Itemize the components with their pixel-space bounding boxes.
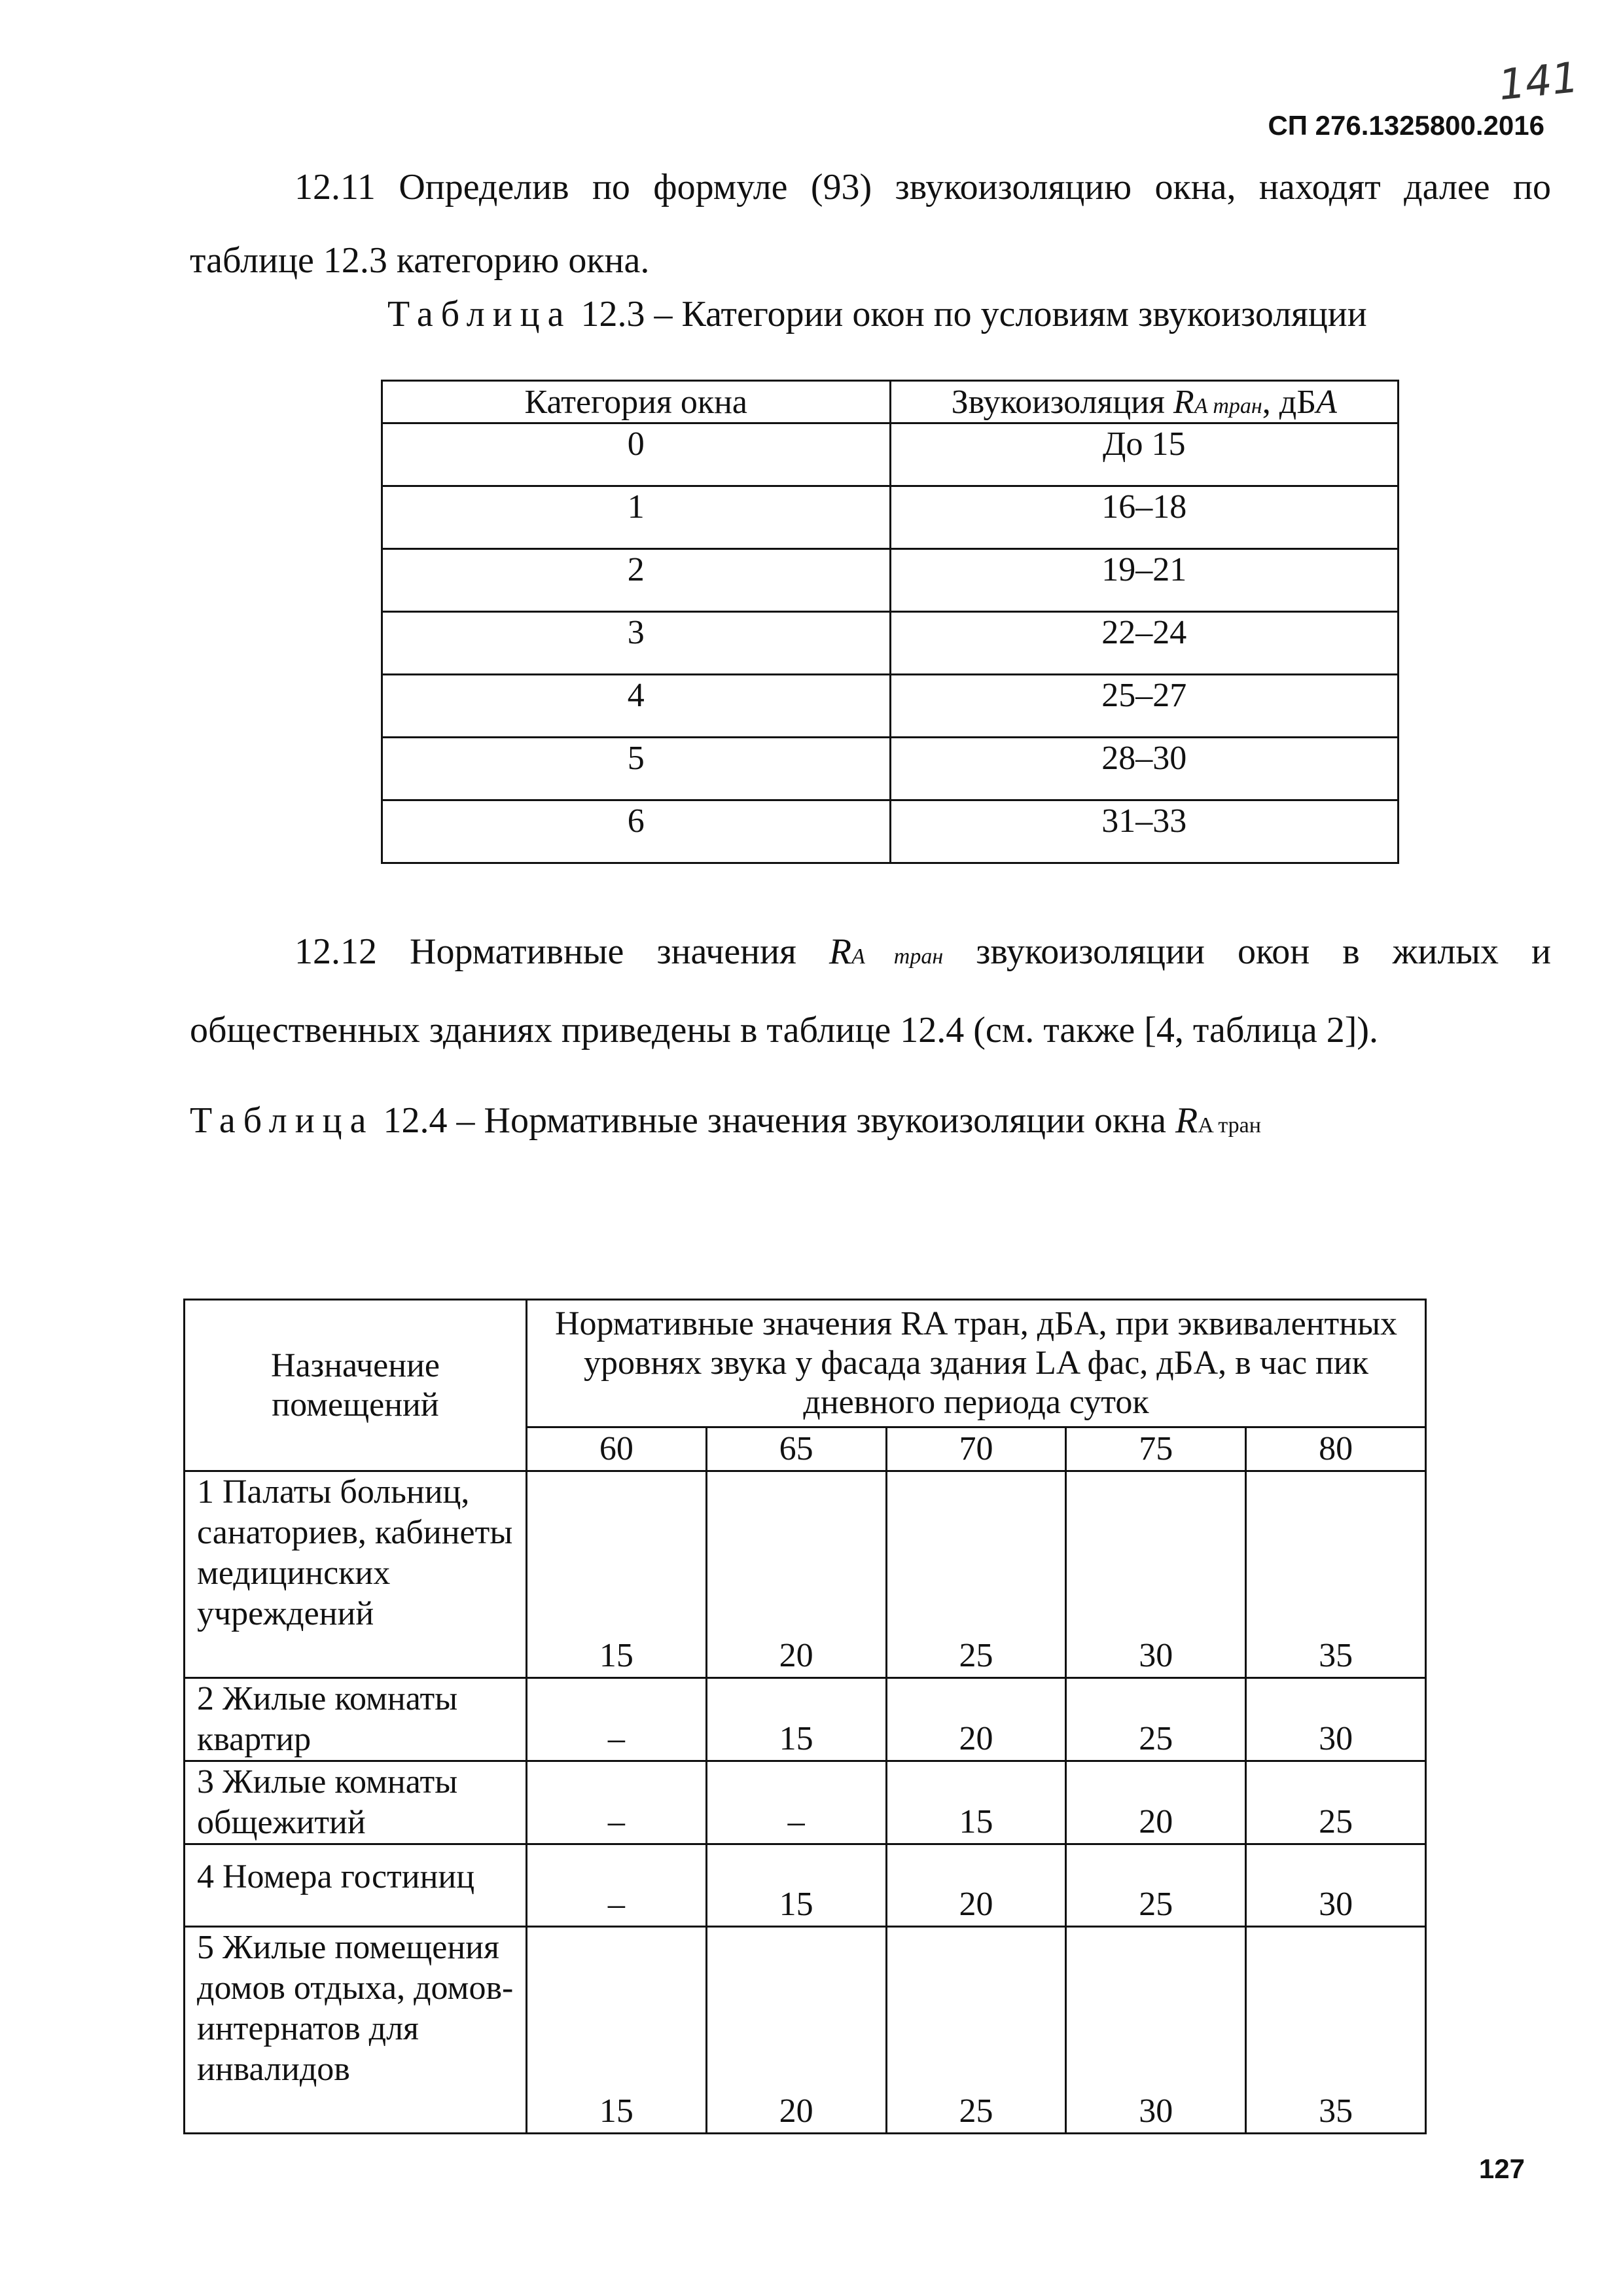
- table-12-4-level-header: 70: [886, 1427, 1066, 1471]
- table-12-4-value-cell: 20: [1066, 1761, 1246, 1844]
- table-row: [185, 1927, 1426, 2134]
- table-12-3-value-cell: 19–21: [890, 549, 1399, 612]
- document-code: СП 276.1325800.2016: [1268, 110, 1544, 141]
- table-12-4-value-cell: 25: [1066, 1678, 1246, 1761]
- table-12-4-value-cell: 15: [886, 1761, 1066, 1844]
- paragraph-12-12-subscript: A тран: [851, 944, 944, 969]
- table-12-4-value-cell: 25: [886, 1471, 1066, 1678]
- table-12-3-category-cell: 3: [382, 612, 891, 675]
- paragraph-12-11: [190, 151, 1551, 297]
- table-row: [382, 738, 1399, 800]
- table-row: [185, 1761, 1426, 1844]
- table-12-3: [381, 380, 1399, 864]
- table-12-4-value-cell: 30: [1246, 1844, 1426, 1927]
- table-12-3-category-cell: 2: [382, 549, 891, 612]
- table-row: [382, 800, 1399, 863]
- handwritten-page-number: 141: [1496, 53, 1581, 111]
- table-row: [382, 486, 1399, 549]
- table-12-4-value-cell: 15: [527, 1471, 707, 1678]
- table-row: [382, 423, 1399, 486]
- table-row: [382, 549, 1399, 612]
- table-12-4-value-cell: 30: [1066, 1927, 1246, 2134]
- table-12-4-room-name: 2 Жилые комнаты квартир: [185, 1678, 527, 1761]
- table-12-4-caption-subscript: A тран: [1198, 1113, 1261, 1138]
- table-12-4-room-name: 4 Номера гостиниц: [185, 1844, 527, 1927]
- table-12-3-caption-text: 12.3 – Категории окон по условиям звукоизоляции: [580, 294, 1367, 334]
- table-12-4-value-cell: 20: [706, 1927, 886, 2134]
- table-row: [185, 1471, 1426, 1678]
- table-12-4-value-cell: –: [527, 1844, 707, 1927]
- table-12-4-value-cell: 35: [1246, 1471, 1426, 1678]
- table-row: [185, 1844, 1426, 1927]
- table-12-4-header-room-purpose: Назначение помещений: [185, 1300, 527, 1471]
- table-12-3-category-cell: 5: [382, 738, 891, 800]
- table-12-3-value-cell: 25–27: [890, 675, 1399, 738]
- table-12-4-caption-text: 12.4 – Нормативные значения звукоизоляции окна: [383, 1100, 1175, 1141]
- table-12-4-value-cell: –: [527, 1678, 707, 1761]
- table-12-4-value-cell: 20: [706, 1471, 886, 1678]
- paragraph-12-12: [190, 915, 1551, 1067]
- paragraph-12-11-text: 12.11 Определив по формуле (93) звукоизоляцию окна, находят далее по таблице 12.3 категорию окна.: [190, 167, 1551, 281]
- table-12-3-value-cell: До 15: [890, 423, 1399, 486]
- table-12-4-value-cell: 25: [1066, 1844, 1246, 1927]
- table-12-3-category-cell: 0: [382, 423, 891, 486]
- table-12-4-level-header: 60: [527, 1427, 707, 1471]
- table-12-3-caption-word: Таблица: [387, 294, 572, 334]
- table-12-4-level-header: 65: [706, 1427, 886, 1471]
- table-12-4-value-cell: –: [706, 1761, 886, 1844]
- table-12-4-level-header: 75: [1066, 1427, 1246, 1471]
- paragraph-12-12-text-2: звукоизоляции окон в жилых и общественных зданиях приведены в таблице 12.4 (см. также [4, таблица 2]).: [190, 931, 1551, 1050]
- table-12-3-caption: [387, 293, 1367, 335]
- paragraph-12-12-symbol: R: [829, 931, 852, 972]
- paragraph-12-12-text-1: 12.12 Нормативные значения: [294, 931, 829, 972]
- table-12-3-value-cell: 31–33: [890, 800, 1399, 863]
- table-12-4-room-name: 3 Жилые комнаты общежитий: [185, 1761, 527, 1844]
- table-12-4-room-name: 5 Жилые помещения домов отдыха, домов-интернатов для инвалидов: [185, 1927, 527, 2134]
- table-12-4-value-cell: 35: [1246, 1927, 1426, 2134]
- table-12-4-caption: [190, 1100, 1261, 1141]
- table-row: [382, 675, 1399, 738]
- table-12-4-value-cell: 15: [706, 1678, 886, 1761]
- table-12-3-header-category: Категория окна: [382, 381, 891, 423]
- table-12-4-value-cell: 30: [1246, 1678, 1426, 1761]
- table-12-4-value-cell: 15: [527, 1927, 707, 2134]
- table-12-3-category-cell: 1: [382, 486, 891, 549]
- table-12-3-header-insulation: Звукоизоляция RA тран, дБA: [890, 381, 1399, 423]
- table-12-4-value-cell: 20: [886, 1844, 1066, 1927]
- table-12-3-category-cell: 4: [382, 675, 891, 738]
- table-12-4-value-cell: 20: [886, 1678, 1066, 1761]
- table-12-4-value-cell: –: [527, 1761, 707, 1844]
- table-row: [185, 1678, 1426, 1761]
- table-12-4-level-header: 80: [1246, 1427, 1426, 1471]
- table-12-4-caption-symbol: R: [1175, 1100, 1198, 1141]
- table-12-3-value-cell: 16–18: [890, 486, 1399, 549]
- table-12-3-category-cell: 6: [382, 800, 891, 863]
- table-12-3-value-cell: 22–24: [890, 612, 1399, 675]
- table-12-4-header-normative-values: Нормативные значения RA тран, дБA, при эквивалентных уровнях звука у фасада здания LA фас, дБA, в час пик дневного периода суток: [527, 1300, 1426, 1427]
- table-12-4-value-cell: 30: [1066, 1471, 1246, 1678]
- table-12-4: [183, 1299, 1427, 2134]
- table-12-4-caption-word: Таблица: [190, 1100, 374, 1141]
- table-row: [382, 612, 1399, 675]
- table-12-3-value-cell: 28–30: [890, 738, 1399, 800]
- page-number: 127: [1478, 2153, 1525, 2184]
- table-12-4-room-name: 1 Палаты больниц, санаториев, кабинеты медицинских учреждений: [185, 1471, 527, 1678]
- table-12-4-value-cell: 25: [886, 1927, 1066, 2134]
- table-12-4-value-cell: 25: [1246, 1761, 1426, 1844]
- table-12-4-value-cell: 15: [706, 1844, 886, 1927]
